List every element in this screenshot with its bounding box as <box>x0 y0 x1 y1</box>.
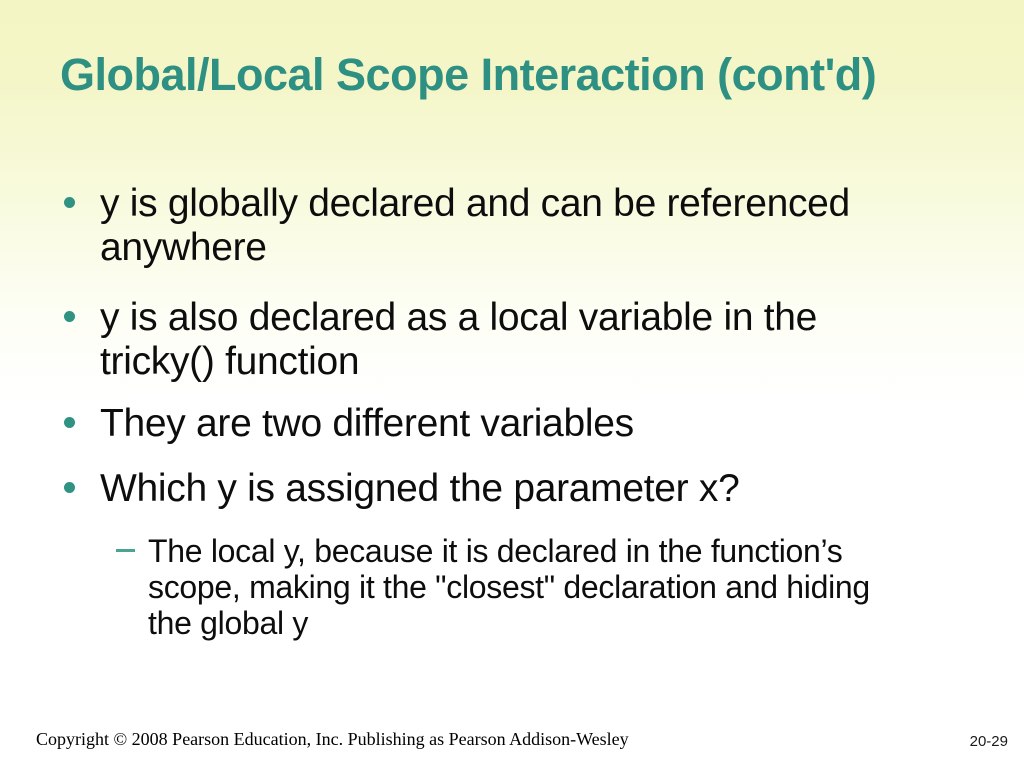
bullet-dot-icon <box>64 417 75 428</box>
bullet-text-2: y is also declared as a local variable in the tricky() function <box>100 296 818 383</box>
bullet-item-1 <box>64 182 850 270</box>
sub-bullet-item <box>116 533 870 641</box>
bullet-dot-icon <box>64 197 75 208</box>
sub-bullet-text: The local y, because it is declared in the function’s scope, making it the "closest" declaration and hiding the global y <box>148 533 870 641</box>
bullet-item-4 <box>64 467 740 511</box>
footer-page-number: 20-29 <box>969 733 1008 750</box>
bullet-dot-icon <box>64 482 75 493</box>
slide-title: Global/Local Scope Interaction (cont'd) <box>60 49 877 100</box>
bullet-text-3: They are two different variables <box>100 402 634 445</box>
bullet-dot-icon <box>64 311 75 322</box>
bullet-text-4: Which y is assigned the parameter x? <box>100 467 740 510</box>
footer-copyright: Copyright © 2008 Pearson Education, Inc. Publishing as Pearson Addison-Wesley <box>36 729 629 749</box>
bullet-item-2 <box>64 296 817 384</box>
bullet-text-1: y is globally declared and can be referenced anywhere <box>100 182 850 269</box>
bullet-item-3 <box>64 402 634 446</box>
dash-icon <box>116 549 135 552</box>
